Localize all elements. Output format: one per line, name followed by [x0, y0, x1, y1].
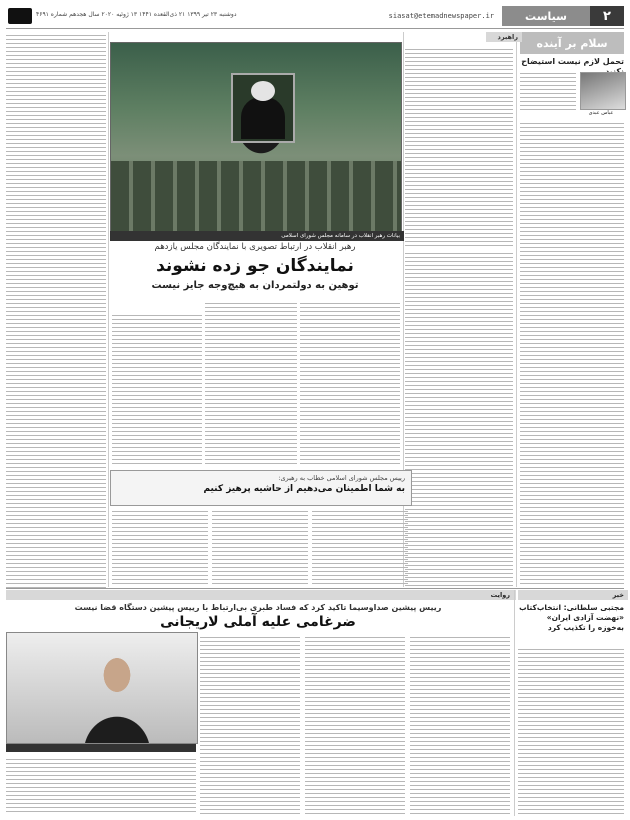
leader-photo [110, 42, 402, 232]
article-text [312, 508, 408, 586]
editorial-title: تحمل لازم نیست استیضاح [521, 57, 624, 66]
date-line: دوشنبه ۲۳ تیر ۱۳۹۹ ۲۱ ذی‌القعده ۱۴۴۱ ۱۳ ژوئیه ۲۰۲۰ سال هجدهم شماره ۴۶۹۱ [36, 11, 237, 18]
box-headline: به شما اطمینان می‌دهیم از حاشیه پرهیز کنیم [203, 484, 405, 494]
column-separator [108, 32, 109, 587]
article-text [112, 508, 208, 586]
quote-box [110, 470, 412, 506]
section-name: سیاست [502, 6, 590, 26]
author-portrait [580, 72, 626, 110]
article-text [405, 250, 513, 586]
article-headline: نمایندگان جو زده نشوند [156, 256, 354, 276]
photo-caption: بیانات رهبر انقلاب در سامانه مجلس شورای اسلامی [110, 231, 404, 241]
column-separator [516, 32, 517, 587]
article-supertitle: رهبر انقلاب در ارتباط تصویری با نمایندگان مجلس یازدهم [154, 242, 356, 252]
article-text [410, 634, 510, 814]
article-text [112, 312, 202, 466]
second-article-supertitle: رییس پیشین صداوسیما تاکید کرد که فساد طبری بی‌ارتباط با رییس پیشین دستگاه قضا نیست [74, 603, 442, 612]
photo-caption-bar [6, 744, 196, 752]
page-number: ۲ [590, 6, 624, 26]
section-email: siasat@etemadnewspaper.ir [388, 12, 494, 20]
official-portrait-photo [6, 632, 198, 744]
article-text [205, 300, 297, 466]
article-subheadline: توهین به دولتمردان به هیچ‌وجه جایز نیست [151, 280, 359, 291]
side-article-kicker: خبر [518, 590, 628, 600]
parliament-desks [111, 161, 401, 231]
article-text [300, 300, 400, 466]
article-text [6, 756, 196, 814]
column-separator [514, 590, 515, 816]
second-article-headline: ضرغامی علیه آملی لاریجانی [160, 614, 356, 630]
editorial-text [520, 120, 624, 584]
page-header [6, 6, 624, 26]
side-article-headline: مجتبی سلطانی: انتخاب‌کتاب «نهضت آزادی ایران» به‌خوزه را تکذیب کرد [519, 603, 624, 632]
article-text [518, 646, 624, 814]
header-rule [6, 28, 624, 29]
editorial-text [520, 70, 576, 110]
article-text [200, 634, 300, 814]
article-text [212, 508, 308, 586]
article-kicker: راهبرد [486, 32, 522, 42]
video-screen [231, 73, 295, 143]
article-text [405, 46, 513, 246]
article-text [6, 32, 106, 588]
section-rule [6, 588, 624, 589]
column-logo: سلام بر آینده [520, 32, 624, 54]
author-name: عباس عبدی [588, 110, 614, 116]
newspaper-logo [8, 8, 32, 24]
box-supertitle: رییس مجلس شورای اسلامی خطاب به رهبری: [278, 474, 405, 482]
article-text [305, 634, 405, 814]
second-article-kicker: روایت [6, 590, 516, 600]
